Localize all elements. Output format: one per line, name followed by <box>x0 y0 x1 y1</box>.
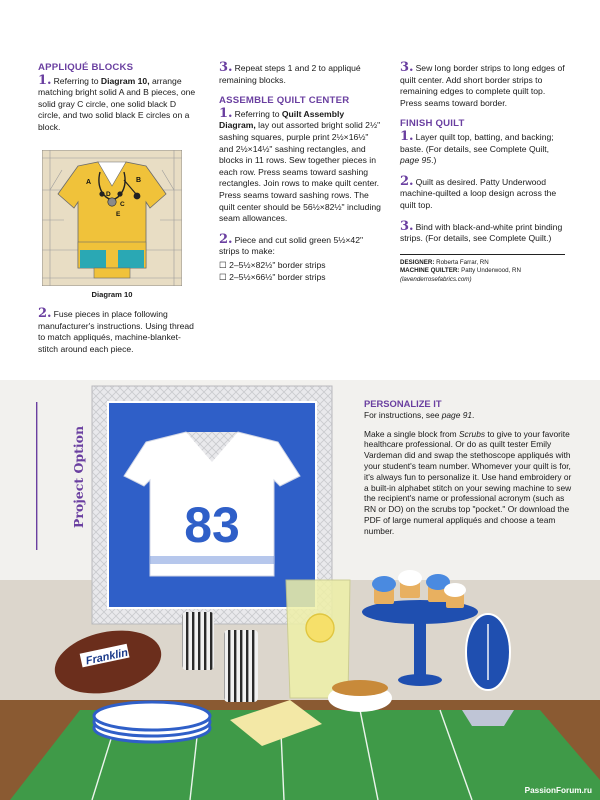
step-number: 3. <box>219 60 233 75</box>
designer-name: Roberta Farrar, RN <box>436 258 489 266</box>
personalize-body <box>364 429 574 537</box>
step-number: 1. <box>38 72 52 88</box>
applique-step-3 <box>219 62 381 86</box>
assemble-step-1 <box>219 105 381 225</box>
watermark: PassionForum.ru <box>524 786 592 795</box>
diagram-reference: Quilt Assembly Diagram, <box>219 108 345 131</box>
step-text: Repeat steps 1 and 2 to appliqué remaining blocks. <box>219 63 361 85</box>
step-number: 2. <box>400 173 414 189</box>
page-reference: page 91 <box>441 409 473 420</box>
personalize-intro <box>364 410 574 421</box>
heading-finish-quilt: FINISH QUILT <box>400 118 465 130</box>
project-option-label: Project Option <box>71 425 86 529</box>
step-text: arrange matching bright solid A and B pieces, one solid gray C circle, one solid black D circle, and two solid black E circles on a block. <box>38 75 196 132</box>
column-applique <box>38 62 198 143</box>
list-item: ☐ 2–5½×82½" border strips <box>219 259 326 270</box>
step-number: 3. <box>400 60 414 75</box>
diagram-label-b: B <box>136 177 142 184</box>
step-text: Piece and cut solid green 5½×42" strips to make: <box>219 234 364 257</box>
heading-applique-blocks: APPLIQUÉ BLOCKS <box>38 62 134 73</box>
diagram-label-a: A <box>86 179 92 186</box>
column-assemble <box>219 62 381 292</box>
step-text: Sew long border strips to long edges of quilt center. Add short border strips to remaining edges to complete quilt top. Press seams toward border. <box>400 63 565 108</box>
diagram-reference: Diagram 10, <box>100 75 150 86</box>
credits <box>400 254 565 285</box>
applique-step-2 <box>38 308 198 364</box>
step-text: Layer quilt top, batting, and backing; baste. (For details, see Complete Quilt, <box>400 131 554 154</box>
intro-text: . <box>472 409 475 420</box>
step-number: 1. <box>400 128 414 144</box>
step-number: 1. <box>219 105 233 121</box>
football-brand: Franklin <box>84 646 130 668</box>
heading-personalize-it: PERSONALIZE IT <box>364 398 442 409</box>
step-text: Referring to <box>234 108 282 119</box>
project-option-tab-bar <box>28 402 46 550</box>
step-text: lay out assorted bright solid 2½" sashing squares, purple print 2½×16½" and 2½×14½" sashing rectangles, and blocks in 11 rows. Sew together pieces in each row. Press seams toward sashing rectangles. Join rows to make quilt center. Press seams toward sashing rows. The quilt center should be 56½×82½" including seam allowances. <box>219 120 381 224</box>
intro-text: For instructions, see <box>364 409 442 420</box>
finish-step-2 <box>400 173 565 212</box>
body-text: Make a single block from <box>364 428 459 439</box>
quilter-website: (lavenderrosefabrics.com) <box>400 275 472 283</box>
assemble-step-2 <box>219 231 381 283</box>
diagram-10-illustration <box>42 150 182 286</box>
step-number: 3. <box>400 218 414 234</box>
applique-step-1 <box>38 72 198 134</box>
step-number: 2. <box>38 306 52 321</box>
personalize-it-box <box>364 399 574 545</box>
list-item: ☐ 2–5½×66½" border strips <box>219 271 326 282</box>
quilter-label: MACHINE QUILTER: <box>400 267 460 275</box>
step-number: 2. <box>219 231 233 247</box>
body-text: to give to your favorite healthcare professional. Or do as quilt tester Emily Vardeman did and swap the stethoscope appliqués with your student's team number. Whomever your quilt is for, it's always fun to personalize it. Use hand embroidery or a built-in alphabet stitch on your sewing machine to sew the recipient's name or professional acronym (such as RN or DO) on the scrubs top "pocket." Or download the PDF of large numeral appliqués and choose a team number. <box>364 428 572 536</box>
step-text: Referring to <box>53 75 101 86</box>
step-text: Bind with black-and-white print binding strips. (For details, see Complete Quilt.) <box>400 221 563 244</box>
column-finish <box>400 62 565 285</box>
cut-list <box>219 260 381 283</box>
step-text: Fuse pieces in place following manufacturer's instructions. Using thread to match appliqués, machine-blanket-stitch around each piece. <box>38 309 194 354</box>
step-text: .) <box>431 155 437 166</box>
designer-label: DESIGNER: <box>400 258 435 266</box>
finish-step-3 <box>400 218 565 245</box>
quilter-name: Patty Underwood, RN <box>461 267 521 275</box>
diagram-label-d: D <box>106 191 111 198</box>
diagram-caption: Diagram 10 <box>91 290 133 299</box>
diagram-label-c: C <box>120 201 125 208</box>
jersey-number: 83 <box>184 497 240 553</box>
finish-step-1 <box>400 128 565 167</box>
page-reference: page 95 <box>400 155 432 166</box>
assemble-step-3 <box>400 62 565 109</box>
diagram-label-e: E <box>116 211 121 218</box>
pattern-name: Scrubs <box>458 428 486 439</box>
heading-assemble-quilt-center: ASSEMBLE QUILT CENTER <box>219 95 350 107</box>
step-text: Quilt as desired. Patty Underwood machine-quilted a loop design across the quilt top. <box>400 176 557 210</box>
